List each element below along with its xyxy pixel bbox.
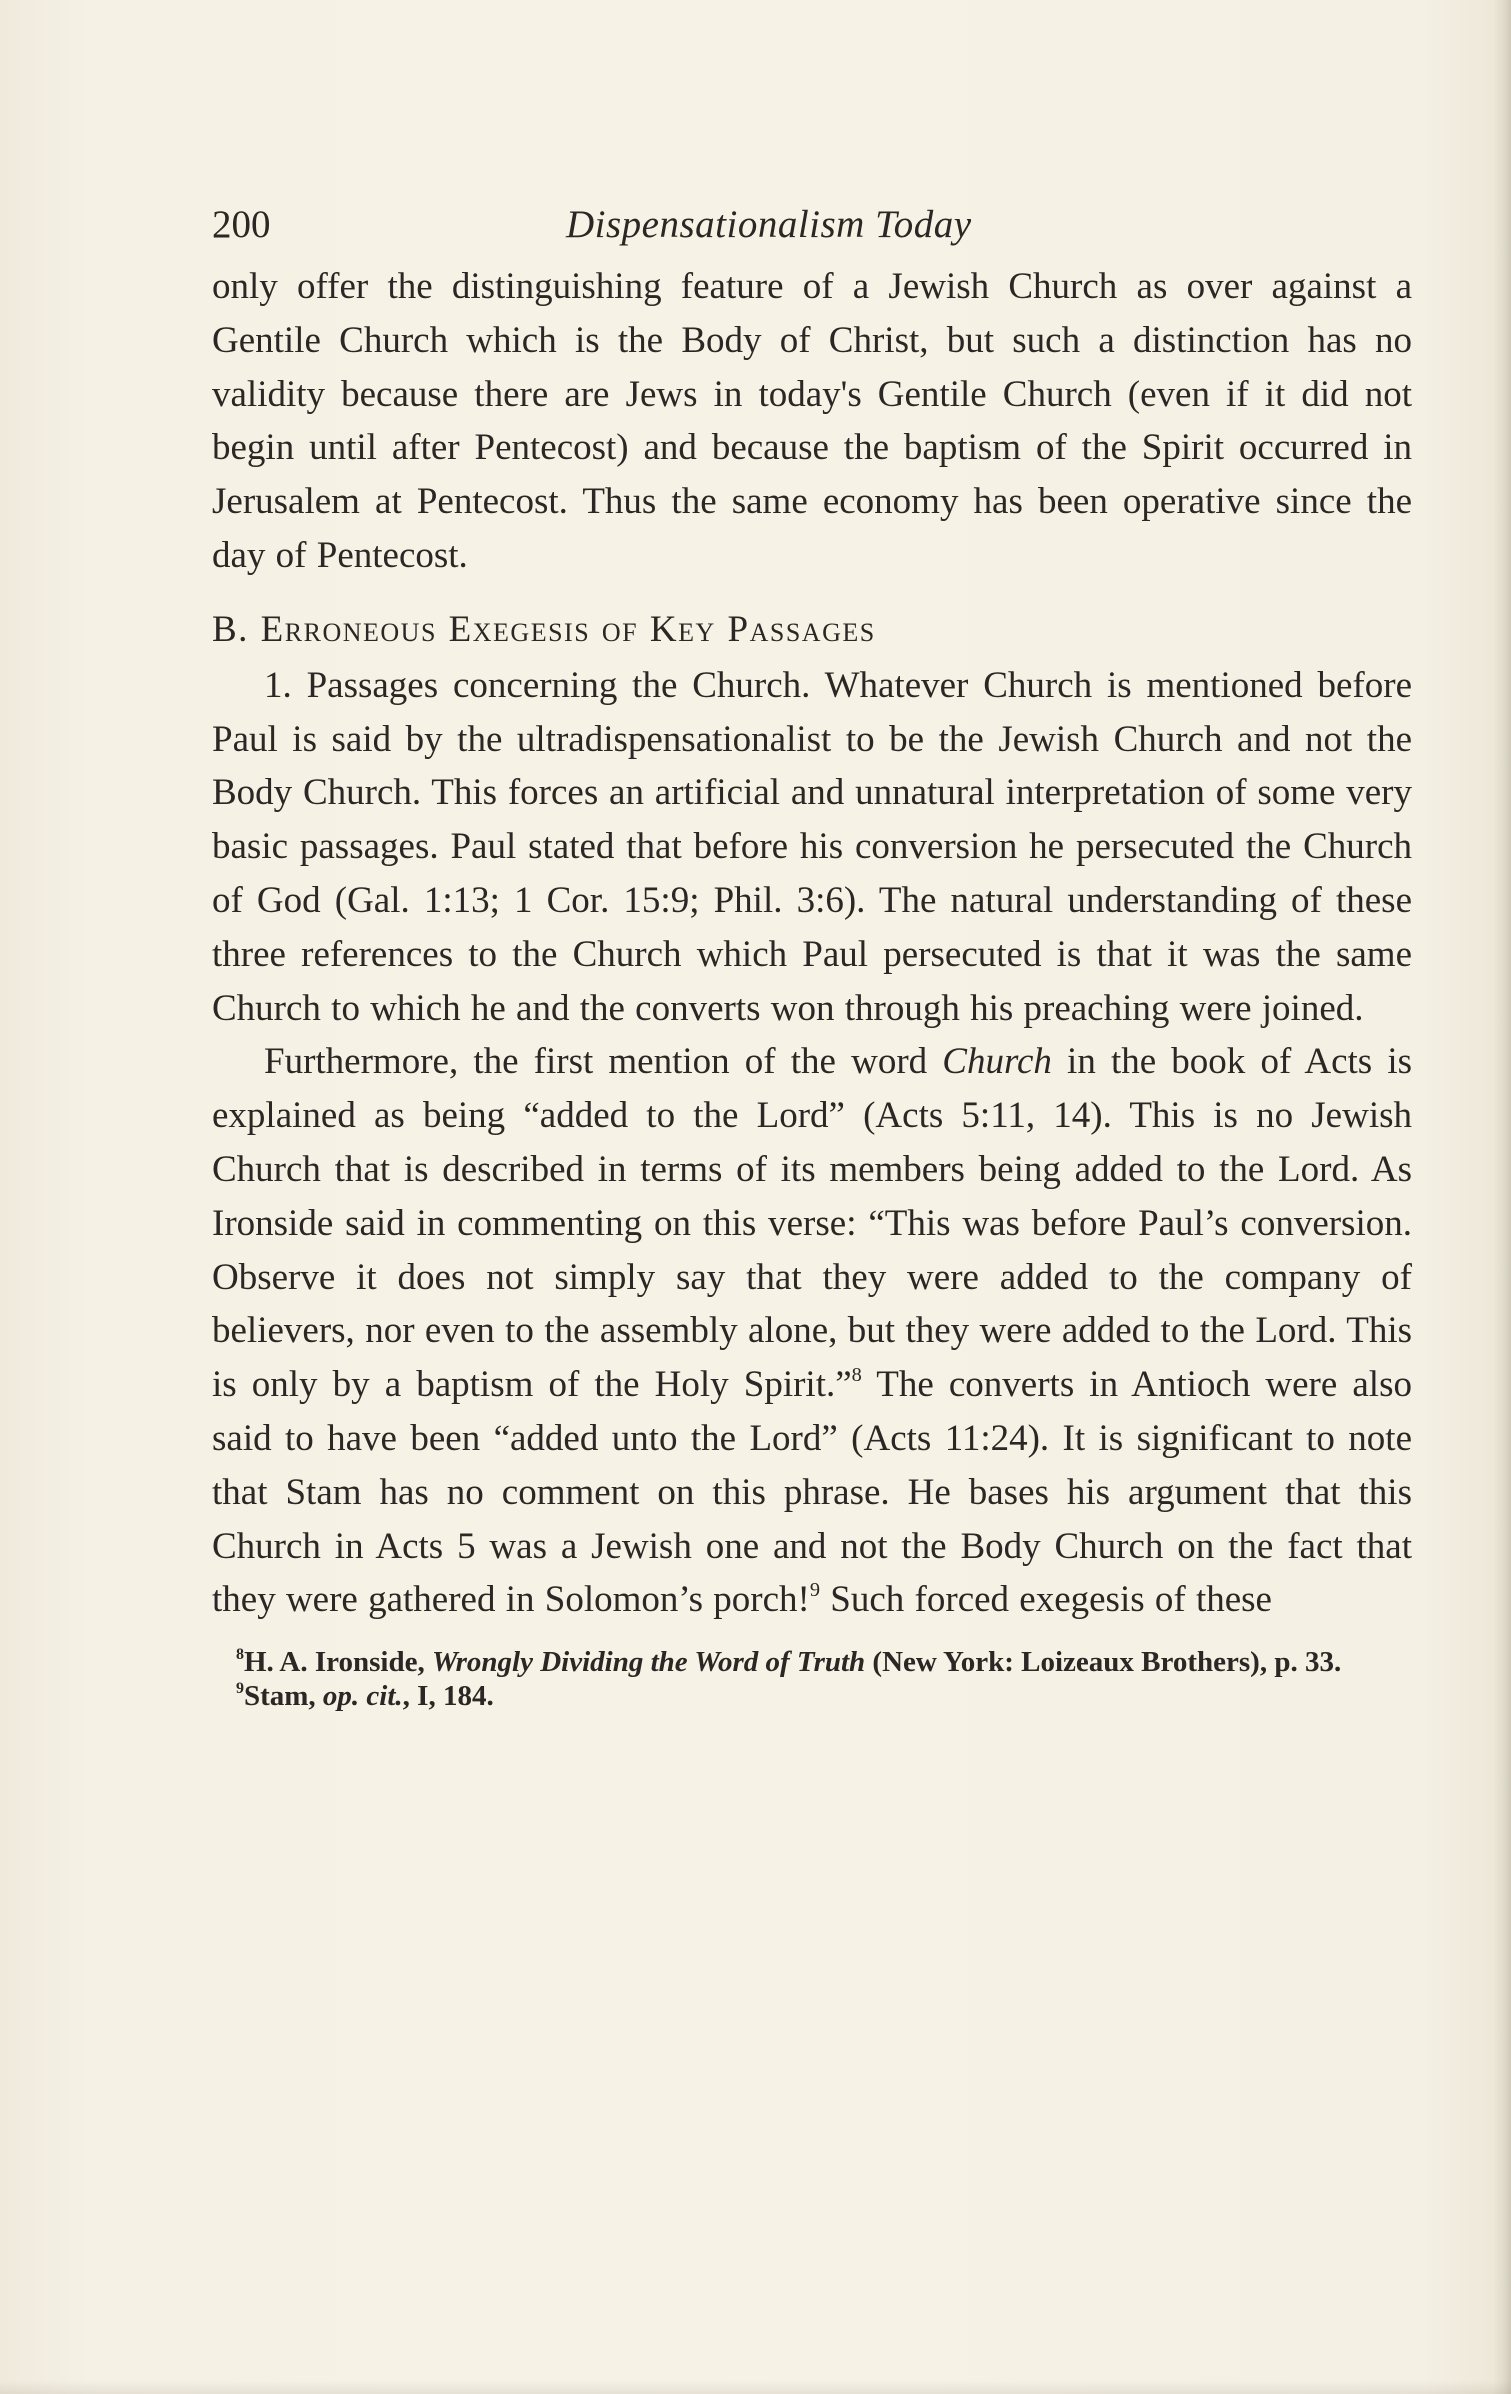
footnote-author: Stam, — [243, 1680, 323, 1713]
paragraph-text: Such forced exegesis of these — [820, 1579, 1272, 1621]
footnote-publication: (New York: Loizeaux Brothers), p. 33. — [865, 1646, 1342, 1679]
page-edge-shadow — [1493, 0, 1511, 2394]
paragraph-church-passages: 1. Passages concerning the Church. Whatever Church is mentioned before Paul is said by the ultradispensationalist to be the Jewish Church and not the Body Church. This forces an artificial and unnatural interpretation of some very basic passages. Paul stated that before his conversion he persecuted the Church of God (Gal. 1:13; 1 Cor. 15:9; Phil. 3:6). The natural understanding of these three references to the Church which Paul persecuted is that it was the same Church to which he and the converts won through his preaching were joined. — [212, 664, 1412, 1029]
page-bottom-shadow — [0, 2380, 1511, 2394]
section-heading: B. Erroneous Exegesis of Key Passages — [212, 608, 876, 650]
footnote-ref-8: 8 — [851, 1363, 862, 1386]
text-column — [212, 190, 1412, 1713]
footnote-author: H. A. Ironside, — [243, 1646, 432, 1679]
body-text — [212, 260, 1412, 1627]
footnote-9 — [212, 1679, 1412, 1713]
footnote-title: op. cit. — [322, 1680, 403, 1713]
footnote-title: Wrongly Dividing the Word of Truth — [431, 1646, 866, 1679]
paragraph-acts — [212, 1035, 1412, 1627]
paragraph-continued: only offer the distinguishing feature of a Jewish Church as over against a Gentile Church which is the Body of Christ, but such a distinction has no validity because there are Jews in today's Gentile Church (even if it did not begin until after Pentecost) and because the baptism of the Spirit occurred in Jerusalem at Pentecost. Thus the same economy has been operative since the day of Pentecost. — [212, 266, 1412, 576]
running-title: Dispensationalism Today — [566, 203, 972, 246]
running-head — [212, 190, 1412, 260]
paragraph-text: in the book of Acts is explained as being “added to the Lord” (Acts 5:11, 14). This is no Jewish Church that is described in terms of its members being added to the Lord. As Ironside said in commenting on this verse: “This was before Paul’s conversion. Observe it does not simply say that they were added to the company of believers, nor even to the assembly alone, but they were added to the Lord. This is only by a baptism of the Holy Spirit.” — [212, 1041, 1412, 1406]
italic-word: Church — [942, 1041, 1052, 1083]
footnote-8 — [212, 1645, 1412, 1679]
footnote-marker: 9 — [236, 1680, 244, 1698]
paragraph-text: The converts in Antioch were also said to have been “added unto the Lord” (Acts 11:24). It is significant to note that Stam has no comment on this phrase. He bases his argument that this Church in Acts 5 was a Jewish one and not the Body Church on the fact that they were gathered in Solomon’s porch! — [212, 1364, 1412, 1621]
footnotes — [212, 1645, 1412, 1713]
paragraph-text: Furthermore, the first mention of the word — [264, 1041, 943, 1083]
page-number: 200 — [212, 203, 271, 246]
footnote-ref-9: 9 — [809, 1579, 821, 1602]
footnote-publication: , I, 184. — [402, 1680, 494, 1713]
footnote-marker: 8 — [236, 1646, 244, 1664]
